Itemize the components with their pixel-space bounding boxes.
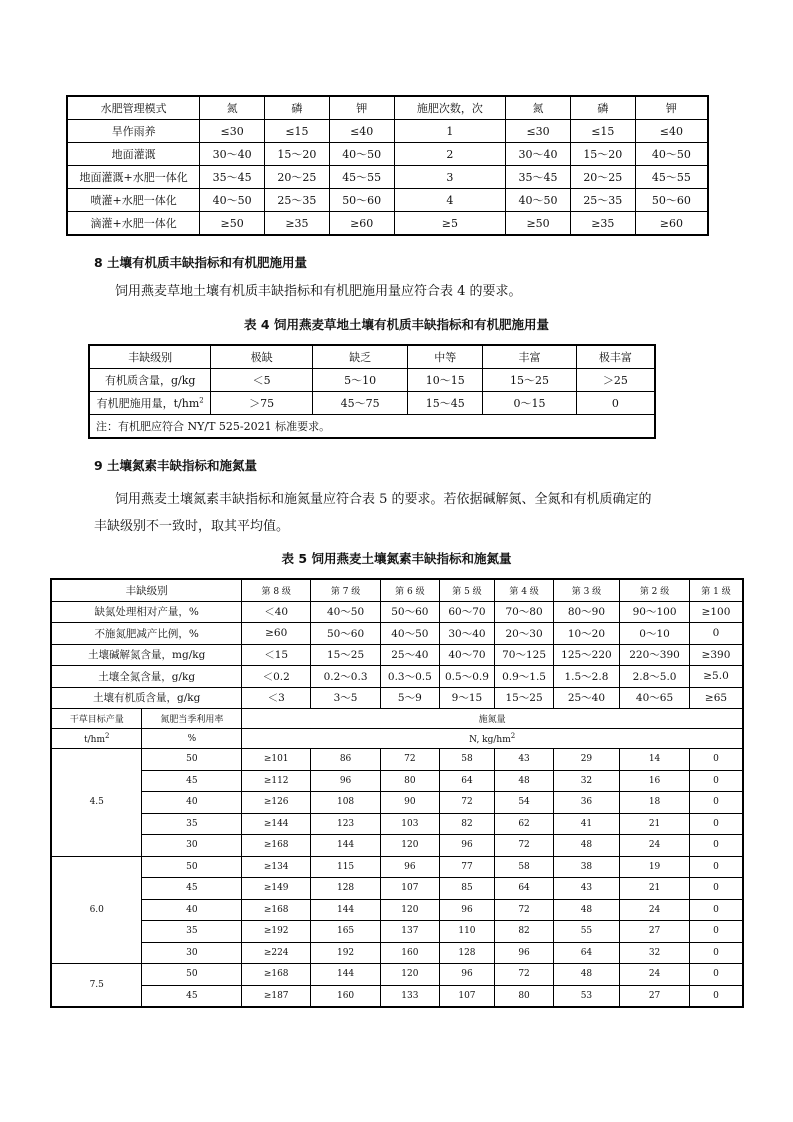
table-cell: 96 bbox=[439, 899, 495, 921]
table-cell: 旱作雨养 bbox=[67, 120, 200, 143]
table-cell: 土壤全氮含量，g/kg bbox=[51, 666, 242, 688]
table-cell: ≥65 bbox=[690, 687, 744, 709]
table-cell: 0 bbox=[690, 942, 744, 964]
table-row bbox=[67, 212, 708, 236]
table-row bbox=[51, 942, 743, 964]
utilization-cell: 40 bbox=[142, 899, 242, 921]
table-row bbox=[67, 120, 708, 143]
table-cell: ＞25 bbox=[576, 369, 655, 392]
table-cell: 40～50 bbox=[506, 189, 571, 212]
table-cell: 41 bbox=[553, 813, 619, 835]
table-cell: 不施氮肥减产比例，% bbox=[51, 623, 242, 645]
table-cell: 19 bbox=[620, 856, 690, 878]
table-cell: 107 bbox=[381, 878, 439, 900]
table-cell: 29 bbox=[553, 749, 619, 771]
table-row bbox=[51, 792, 743, 814]
table-cell: ≥50 bbox=[506, 212, 571, 236]
table-cell: 103 bbox=[381, 813, 439, 835]
utilization-cell: 45 bbox=[142, 878, 242, 900]
table-cell: 120 bbox=[381, 964, 439, 986]
table-cell: ≥187 bbox=[242, 985, 311, 1007]
table-cell: ≥168 bbox=[242, 899, 311, 921]
table-cell: 48 bbox=[553, 964, 619, 986]
table-cell: 62 bbox=[495, 813, 553, 835]
table-cell: 40～50 bbox=[381, 623, 439, 645]
utilization-cell: 45 bbox=[142, 985, 242, 1007]
table-cell: 0 bbox=[690, 770, 744, 792]
table-cell: ≥224 bbox=[242, 942, 311, 964]
table-cell: 0 bbox=[690, 749, 744, 771]
table-5-caption: 表 5 饲用燕麦土壤氮素丰缺指标和施氮量 bbox=[281, 551, 512, 566]
yield-cell: 6.0 bbox=[51, 856, 142, 964]
header-cell bbox=[51, 729, 142, 749]
table-cell: 24 bbox=[620, 964, 690, 986]
table-header-row bbox=[51, 579, 743, 601]
table-cell: 77 bbox=[439, 856, 495, 878]
table-cell: 0 bbox=[690, 878, 744, 900]
table-cell: 30～40 bbox=[200, 143, 265, 166]
table-cell: ＜0.2 bbox=[242, 666, 311, 688]
table-row bbox=[51, 813, 743, 835]
table-cell: ≥5 bbox=[394, 212, 506, 236]
header-cell: 第 5 级 bbox=[439, 579, 495, 601]
table-note: 注：有机肥应符合 NY/T 525-2021 标准要求。 bbox=[89, 415, 655, 439]
table-cell: 0 bbox=[690, 985, 744, 1007]
table-cell: 45～75 bbox=[312, 392, 408, 415]
table-cell: ≥126 bbox=[242, 792, 311, 814]
header-cell: 第 8 级 bbox=[242, 579, 311, 601]
table-cell: 128 bbox=[439, 942, 495, 964]
table-cell: ≥50 bbox=[200, 212, 265, 236]
header-cell: 磷 bbox=[570, 96, 635, 120]
superscript: 2 bbox=[104, 732, 110, 740]
table-cell: ≥390 bbox=[690, 644, 744, 666]
table-cell: ≥101 bbox=[242, 749, 311, 771]
table-note-row bbox=[89, 415, 655, 439]
table-cell: 土壤碱解氮含量，mg/kg bbox=[51, 644, 242, 666]
table-cell: ≥35 bbox=[265, 212, 330, 236]
table-cell: 4 bbox=[394, 189, 506, 212]
table-cell: 53 bbox=[553, 985, 619, 1007]
table-cell: ≥144 bbox=[242, 813, 311, 835]
table-row bbox=[51, 770, 743, 792]
table-cell: 144 bbox=[311, 899, 381, 921]
table-cell: 喷灌+水肥一体化 bbox=[67, 189, 200, 212]
unit-label: t/hm bbox=[84, 735, 105, 745]
table-cell: 60～70 bbox=[439, 601, 495, 623]
section-9-paragraph-line1: 饲用燕麦土壤氮素丰缺指标和施氮量应符合表 5 的要求。若依据碱解氮、全氮和有机质确定的 bbox=[115, 492, 652, 507]
nitrogen-table bbox=[50, 578, 744, 1008]
table-row bbox=[51, 964, 743, 986]
table-cell: 0 bbox=[690, 964, 744, 986]
yield-cell: 7.5 bbox=[51, 964, 142, 1008]
table-row bbox=[67, 143, 708, 166]
table-cell: ＜15 bbox=[242, 644, 311, 666]
table-cell: 96 bbox=[381, 856, 439, 878]
table-cell: 108 bbox=[311, 792, 381, 814]
table-cell: 0 bbox=[690, 792, 744, 814]
section-8-heading: 8 土壤有机质丰缺指标和有机肥施用量 bbox=[94, 255, 308, 270]
table-cell: 58 bbox=[495, 856, 553, 878]
table-row bbox=[51, 899, 743, 921]
table-cell: 72 bbox=[495, 964, 553, 986]
utilization-cell: 40 bbox=[142, 792, 242, 814]
table-cell: 72 bbox=[381, 749, 439, 771]
table-cell: 20～25 bbox=[570, 166, 635, 189]
table-cell: 20～30 bbox=[495, 623, 553, 645]
table-cell: 165 bbox=[311, 921, 381, 943]
table-cell: 120 bbox=[381, 899, 439, 921]
utilization-cell: 30 bbox=[142, 835, 242, 857]
table-header-row bbox=[89, 345, 655, 369]
organic-matter-table bbox=[88, 344, 656, 439]
utilization-cell: 45 bbox=[142, 770, 242, 792]
header-cell: 极缺 bbox=[211, 345, 312, 369]
table-cell: 30～40 bbox=[439, 623, 495, 645]
table-cell: 55 bbox=[553, 921, 619, 943]
table-cell: 5～9 bbox=[381, 687, 439, 709]
table-cell: 80 bbox=[495, 985, 553, 1007]
table-cell: ≤40 bbox=[635, 120, 708, 143]
table-cell: 地面灌溉+水肥一体化 bbox=[67, 166, 200, 189]
table-row bbox=[51, 666, 743, 688]
table-cell: 1 bbox=[394, 120, 506, 143]
table-cell: 50～60 bbox=[311, 623, 381, 645]
utilization-cell: 35 bbox=[142, 921, 242, 943]
table-row bbox=[67, 166, 708, 189]
table-row bbox=[51, 749, 743, 771]
table-cell: 72 bbox=[495, 835, 553, 857]
table-cell: 64 bbox=[553, 942, 619, 964]
utilization-cell: 50 bbox=[142, 964, 242, 986]
superscript: 2 bbox=[199, 396, 204, 405]
table-cell: 10～20 bbox=[553, 623, 619, 645]
table-cell: ≤15 bbox=[265, 120, 330, 143]
table-cell: 25～40 bbox=[553, 687, 619, 709]
table-row bbox=[51, 985, 743, 1007]
table-cell: 80 bbox=[381, 770, 439, 792]
table-cell: 35～45 bbox=[200, 166, 265, 189]
table-cell bbox=[89, 392, 211, 415]
table-cell: ＜3 bbox=[242, 687, 311, 709]
table-cell: 82 bbox=[439, 813, 495, 835]
header-cell: 第 7 级 bbox=[311, 579, 381, 601]
table-cell: 15～20 bbox=[570, 143, 635, 166]
table-cell: 16 bbox=[620, 770, 690, 792]
table-cell: 160 bbox=[311, 985, 381, 1007]
table-cell: 96 bbox=[311, 770, 381, 792]
table-cell: 土壤有机质含量，g/kg bbox=[51, 687, 242, 709]
table-cell: 15～20 bbox=[265, 143, 330, 166]
table-cell: 110 bbox=[439, 921, 495, 943]
utilization-cell: 50 bbox=[142, 749, 242, 771]
table-cell: ≤40 bbox=[329, 120, 394, 143]
header-cell: 磷 bbox=[265, 96, 330, 120]
table-cell: 70～125 bbox=[495, 644, 553, 666]
table-cell: 40～50 bbox=[329, 143, 394, 166]
table-cell: 0.9～1.5 bbox=[495, 666, 553, 688]
table-cell: 25～35 bbox=[570, 189, 635, 212]
row-label: 有机肥施用量，t/hm bbox=[96, 397, 200, 410]
header-cell: 水肥管理模式 bbox=[67, 96, 200, 120]
table-row bbox=[89, 392, 655, 415]
table-cell: 3 bbox=[394, 166, 506, 189]
table-cell: 3～5 bbox=[311, 687, 381, 709]
table-cell: 50～60 bbox=[381, 601, 439, 623]
table-cell: ≥35 bbox=[570, 212, 635, 236]
table-cell: 15～25 bbox=[495, 687, 553, 709]
table-row bbox=[89, 369, 655, 392]
table-cell: ≥149 bbox=[242, 878, 311, 900]
header-cell: 施氮量 bbox=[242, 709, 743, 729]
header-cell bbox=[242, 729, 743, 749]
table-cell: 32 bbox=[620, 942, 690, 964]
unit-label: N, kg/hm bbox=[469, 735, 511, 745]
table-row bbox=[51, 921, 743, 943]
table-cell: 40～70 bbox=[439, 644, 495, 666]
utilization-cell: 50 bbox=[142, 856, 242, 878]
table-row bbox=[51, 856, 743, 878]
header-cell: 缺乏 bbox=[312, 345, 408, 369]
table-cell: 133 bbox=[381, 985, 439, 1007]
table-cell: ≥5.0 bbox=[690, 666, 744, 688]
table-cell: ＜5 bbox=[211, 369, 312, 392]
header-cell: 钾 bbox=[329, 96, 394, 120]
header-cell: 钾 bbox=[635, 96, 708, 120]
table-row bbox=[51, 687, 743, 709]
table-cell: 30～40 bbox=[506, 143, 571, 166]
table-cell: ＜40 bbox=[242, 601, 311, 623]
table-row bbox=[67, 189, 708, 212]
table-cell: 15～25 bbox=[483, 369, 577, 392]
table-cell: 72 bbox=[495, 899, 553, 921]
table-cell: 38 bbox=[553, 856, 619, 878]
table-row bbox=[51, 835, 743, 857]
table-cell: 35～45 bbox=[506, 166, 571, 189]
table-cell: 0 bbox=[690, 835, 744, 857]
table-cell: 27 bbox=[620, 921, 690, 943]
table-cell: 58 bbox=[439, 749, 495, 771]
yield-cell: 4.5 bbox=[51, 749, 142, 857]
table-cell: ≤30 bbox=[200, 120, 265, 143]
table-cell: 70～80 bbox=[495, 601, 553, 623]
table-cell: 137 bbox=[381, 921, 439, 943]
fertilization-table-continued bbox=[66, 95, 709, 236]
table-cell: 96 bbox=[495, 942, 553, 964]
table-cell: 64 bbox=[495, 878, 553, 900]
yield-groups bbox=[51, 749, 743, 1008]
utilization-cell: 30 bbox=[142, 942, 242, 964]
table-cell: 90 bbox=[381, 792, 439, 814]
table-cell: 缺氮处理相对产量，% bbox=[51, 601, 242, 623]
table-cell: 0 bbox=[690, 623, 744, 645]
table-cell: 85 bbox=[439, 878, 495, 900]
header-cell: 第 6 级 bbox=[381, 579, 439, 601]
header-cell: 丰缺级别 bbox=[51, 579, 242, 601]
table-cell: 48 bbox=[553, 899, 619, 921]
table-cell: 0.3～0.5 bbox=[381, 666, 439, 688]
table-cell: 0 bbox=[690, 921, 744, 943]
table-cell: 10～15 bbox=[408, 369, 483, 392]
table-cell: ≥134 bbox=[242, 856, 311, 878]
table-cell: 15～25 bbox=[311, 644, 381, 666]
table-cell: 123 bbox=[311, 813, 381, 835]
table-row bbox=[51, 878, 743, 900]
table-row bbox=[51, 644, 743, 666]
table-cell: 14 bbox=[620, 749, 690, 771]
header-cell: 极丰富 bbox=[576, 345, 655, 369]
table-cell: ≥60 bbox=[242, 623, 311, 645]
header-cell: % bbox=[142, 729, 242, 749]
table-row bbox=[51, 601, 743, 623]
table-cell: ≥112 bbox=[242, 770, 311, 792]
table-cell: 24 bbox=[620, 899, 690, 921]
table-cell: 5～10 bbox=[312, 369, 408, 392]
table-cell: ＞75 bbox=[211, 392, 312, 415]
table-cell: 220～390 bbox=[620, 644, 690, 666]
table-cell: 50～60 bbox=[635, 189, 708, 212]
sub-header-row bbox=[51, 709, 743, 729]
table-cell: 15～45 bbox=[408, 392, 483, 415]
table-cell: 0 bbox=[576, 392, 655, 415]
header-cell: 丰富 bbox=[483, 345, 577, 369]
table-cell: 18 bbox=[620, 792, 690, 814]
table-cell: ≥60 bbox=[329, 212, 394, 236]
header-cell: 第 3 级 bbox=[553, 579, 619, 601]
table-cell: 160 bbox=[381, 942, 439, 964]
table-cell: ≥168 bbox=[242, 835, 311, 857]
table-cell: 72 bbox=[439, 792, 495, 814]
table-cell: 2 bbox=[394, 143, 506, 166]
table-cell: 115 bbox=[311, 856, 381, 878]
table-cell: 45～55 bbox=[635, 166, 708, 189]
section-8-paragraph: 饲用燕麦草地土壤有机质丰缺指标和有机肥施用量应符合表 4 的要求。 bbox=[115, 284, 522, 299]
table-cell: 24 bbox=[620, 835, 690, 857]
table-cell: 21 bbox=[620, 813, 690, 835]
table-cell: ≥60 bbox=[635, 212, 708, 236]
table-cell: 107 bbox=[439, 985, 495, 1007]
table-cell: 40～65 bbox=[620, 687, 690, 709]
table-cell: 192 bbox=[311, 942, 381, 964]
section-9-heading: 9 土壤氮素丰缺指标和施氮量 bbox=[94, 458, 258, 473]
table-cell: 0 bbox=[690, 899, 744, 921]
section-9-paragraph-line2: 丰缺级别不一致时，取其平均值。 bbox=[94, 519, 290, 534]
header-cell: 第 2 级 bbox=[620, 579, 690, 601]
table-cell: 40～50 bbox=[635, 143, 708, 166]
table-cell: 40～50 bbox=[311, 601, 381, 623]
table-cell: 144 bbox=[311, 835, 381, 857]
utilization-cell: 35 bbox=[142, 813, 242, 835]
table-cell: ≥100 bbox=[690, 601, 744, 623]
header-cell: 丰缺级别 bbox=[89, 345, 211, 369]
table-cell: 0 bbox=[690, 813, 744, 835]
table-cell: 96 bbox=[439, 835, 495, 857]
table-cell: 地面灌溉 bbox=[67, 143, 200, 166]
table-cell: 0～10 bbox=[620, 623, 690, 645]
table-cell: 21 bbox=[620, 878, 690, 900]
table-cell: 82 bbox=[495, 921, 553, 943]
table-cell: 20～25 bbox=[265, 166, 330, 189]
table-cell: ≥168 bbox=[242, 964, 311, 986]
table-4-caption: 表 4 饲用燕麦草地土壤有机质丰缺指标和有机肥施用量 bbox=[244, 317, 549, 332]
table-cell: 120 bbox=[381, 835, 439, 857]
table-cell: 0.5～0.9 bbox=[439, 666, 495, 688]
table-cell: 36 bbox=[553, 792, 619, 814]
header-cell: 氮肥当季利用率 bbox=[142, 709, 242, 729]
table-cell: 27 bbox=[620, 985, 690, 1007]
table-cell: 43 bbox=[495, 749, 553, 771]
table-cell: ≤15 bbox=[570, 120, 635, 143]
header-cell: 中等 bbox=[408, 345, 483, 369]
header-cell: 氮 bbox=[200, 96, 265, 120]
table-cell: 48 bbox=[553, 835, 619, 857]
table-row bbox=[51, 623, 743, 645]
table-cell: 45～55 bbox=[329, 166, 394, 189]
table-cell: ≥192 bbox=[242, 921, 311, 943]
table-cell: 96 bbox=[439, 964, 495, 986]
table-cell: 有机质含量，g/kg bbox=[89, 369, 211, 392]
header-cell: 第 1 级 bbox=[690, 579, 744, 601]
header-cell: 氮 bbox=[506, 96, 571, 120]
table-cell: 25～35 bbox=[265, 189, 330, 212]
table-header-row bbox=[67, 96, 708, 120]
table-cell: 0.2～0.3 bbox=[311, 666, 381, 688]
table-cell: 128 bbox=[311, 878, 381, 900]
header-cell: 第 4 级 bbox=[495, 579, 553, 601]
table-cell: 90～100 bbox=[620, 601, 690, 623]
table-cell: 48 bbox=[495, 770, 553, 792]
sub-header-row bbox=[51, 729, 743, 749]
table-cell: 1.5～2.8 bbox=[553, 666, 619, 688]
table-cell: 86 bbox=[311, 749, 381, 771]
table-cell: 50～60 bbox=[329, 189, 394, 212]
header-cell: 干草目标产量 bbox=[51, 709, 142, 729]
table-cell: ≤30 bbox=[506, 120, 571, 143]
table-cell: 40～50 bbox=[200, 189, 265, 212]
table-cell: 滴灌+水肥一体化 bbox=[67, 212, 200, 236]
header-cell: 施肥次数，次 bbox=[394, 96, 506, 120]
table-cell: 25～40 bbox=[381, 644, 439, 666]
table-cell: 80～90 bbox=[553, 601, 619, 623]
table-cell: 32 bbox=[553, 770, 619, 792]
table-cell: 54 bbox=[495, 792, 553, 814]
table-cell: 0 bbox=[690, 856, 744, 878]
table-cell: 125～220 bbox=[553, 644, 619, 666]
superscript: 2 bbox=[510, 732, 516, 740]
table-cell: 64 bbox=[439, 770, 495, 792]
table-cell: 0～15 bbox=[483, 392, 577, 415]
table-cell: 2.8～5.0 bbox=[620, 666, 690, 688]
table-cell: 43 bbox=[553, 878, 619, 900]
table-cell: 144 bbox=[311, 964, 381, 986]
table-cell: 9～15 bbox=[439, 687, 495, 709]
